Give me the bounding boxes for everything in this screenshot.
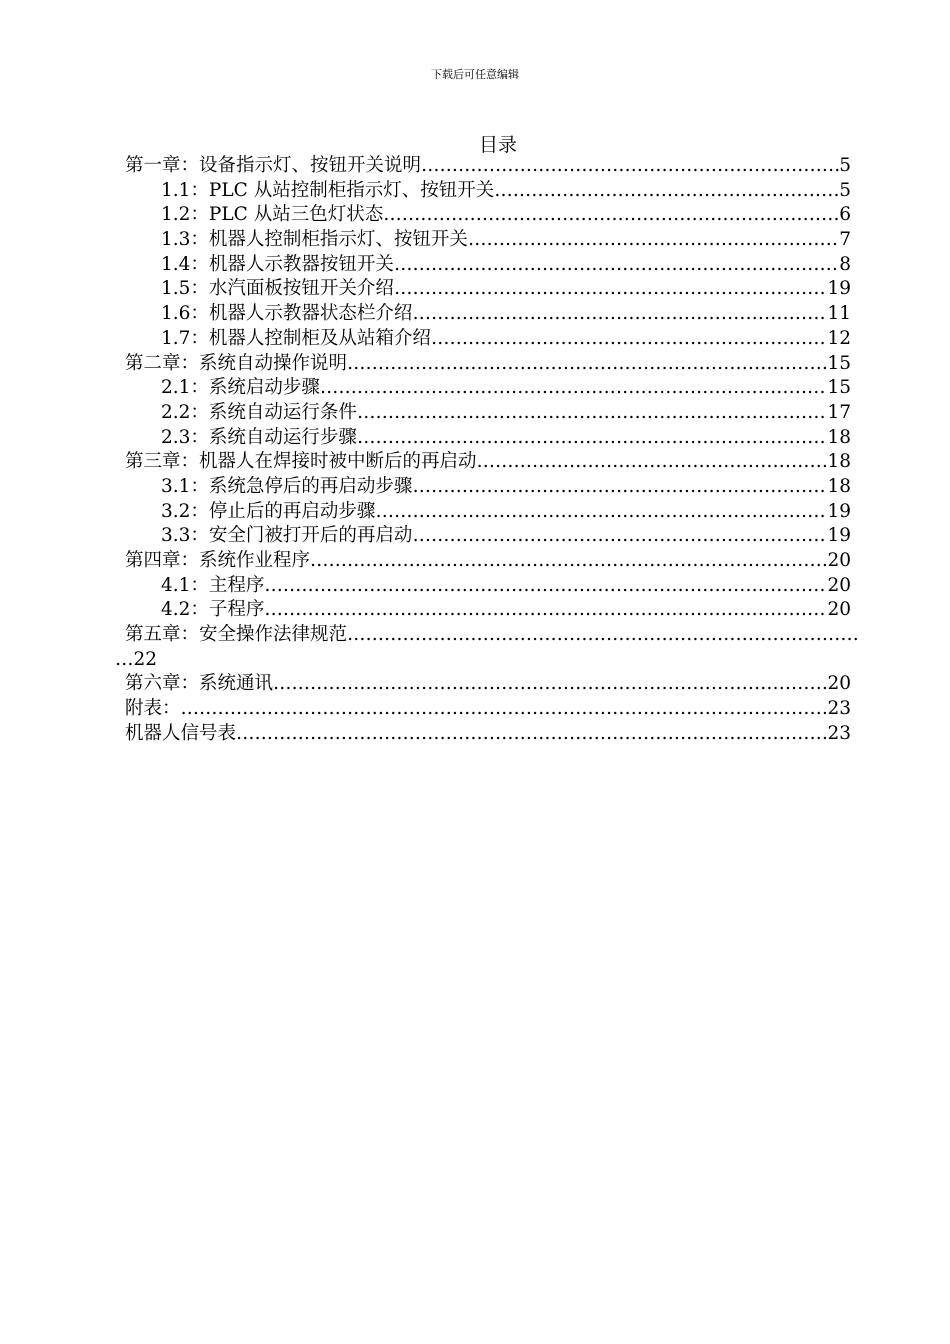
toc-leader-dots: [320, 376, 828, 401]
toc-entry-label: 1.4：机器人示教器按钮开关: [161, 253, 394, 275]
toc-entry[interactable]: [125, 327, 851, 352]
toc-leader-dots: [383, 203, 839, 228]
toc-leader-dots: [264, 598, 827, 623]
toc-entry[interactable]: [125, 450, 851, 475]
toc-entry-label: 3.1：系统急停后的再启动步骤: [161, 475, 413, 497]
toc-entry-label: 2.1：系统启动步骤: [161, 377, 320, 399]
toc-entry[interactable]: [125, 672, 851, 697]
toc-leader-dots: [375, 500, 827, 525]
toc-entry-label: 1.2：PLC 从站三色灯状态: [161, 204, 384, 226]
toc-entry-page: 7: [839, 229, 851, 251]
toc-entry-label: 1.6：机器人示教器状态栏介绍: [161, 303, 413, 325]
toc-entry-label: 第五章：安全操作法律规范: [125, 624, 348, 646]
toc-entry[interactable]: [125, 352, 851, 377]
toc-leader-dots: …: [115, 648, 134, 670]
toc-entry-page: 6: [839, 204, 851, 226]
toc-entry-page: 5: [839, 155, 851, 176]
toc-entry-page: 11: [827, 303, 851, 325]
toc-entry-page: 15: [827, 352, 851, 374]
toc-entry[interactable]: [125, 228, 851, 253]
toc-leader-dots: [273, 672, 827, 697]
toc-leader-dots: [394, 277, 828, 302]
toc-entry-label: 附表：: [125, 698, 181, 720]
toc-entry[interactable]: [125, 376, 851, 401]
toc-entry-page: 19: [827, 278, 851, 300]
toc-entry-page: 20: [827, 599, 851, 621]
toc-entry-label: 机器人信号表: [125, 722, 237, 744]
toc-entry[interactable]: [125, 549, 851, 574]
toc-entry-page: 17: [827, 401, 851, 423]
toc-entry-page: 8: [839, 253, 851, 275]
toc-entry[interactable]: [125, 574, 851, 599]
toc-entry[interactable]: [125, 524, 851, 549]
toc-entry-label: 3.2：停止后的再启动步骤: [161, 500, 376, 522]
toc-entry-page: 5: [839, 179, 851, 201]
toc-entry[interactable]: [125, 722, 851, 747]
toc-entry-page: 18: [827, 426, 851, 448]
toc-entry[interactable]: [125, 154, 851, 179]
toc-entry[interactable]: [115, 623, 851, 672]
toc-entry-page: 20: [827, 574, 851, 596]
toc-entry-label: 第二章：系统自动操作说明: [125, 352, 348, 374]
toc-entry[interactable]: [125, 598, 851, 623]
toc-leader-dots: [412, 475, 827, 500]
toc-leader-dots: [357, 426, 828, 451]
toc-entry-page: 19: [827, 500, 851, 522]
toc-leader-dots: [468, 228, 839, 253]
toc-entry-page: 20: [827, 550, 851, 571]
toc-entry[interactable]: [125, 475, 851, 500]
toc-entry[interactable]: [125, 253, 851, 278]
toc-leader-dots: [412, 524, 827, 549]
toc-entry-label: 4.1：主程序: [161, 574, 265, 596]
toc-entry-page: 23: [827, 722, 851, 744]
toc-entry-label: 2.2：系统自动运行条件: [161, 401, 357, 423]
toc-entry[interactable]: [125, 277, 851, 302]
toc-leader-dots: [347, 352, 827, 377]
toc-entry-label: 1.1：PLC 从站控制柜指示灯、按钮开关: [161, 179, 495, 201]
toc-entry-page: 12: [827, 327, 851, 349]
toc-entry-page: 20: [827, 673, 851, 695]
toc-leader-dots: [431, 327, 828, 352]
toc-entry[interactable]: [125, 179, 851, 204]
table-of-contents: [115, 154, 851, 747]
toc-entry-page: 18: [827, 451, 851, 473]
toc-entry[interactable]: [125, 203, 851, 228]
toc-entry[interactable]: [125, 697, 851, 722]
page-header: 下载后可任意编辑: [431, 68, 519, 81]
toc-leader-dots: [357, 401, 828, 426]
toc-leader-dots: [181, 697, 828, 722]
toc-title: 目录: [478, 134, 517, 156]
toc-entry-label: 1.3：机器人控制柜指示灯、按钮开关: [161, 229, 468, 251]
toc-entry[interactable]: [125, 302, 851, 327]
toc-entry-page: 18: [827, 475, 851, 497]
toc-leader-dots: [477, 450, 828, 475]
toc-leader-dots: [310, 549, 827, 574]
toc-entry[interactable]: [125, 401, 851, 426]
toc-entry-label: 4.2：子程序: [161, 599, 265, 621]
toc-entry[interactable]: [125, 426, 851, 451]
toc-leader-dots: [394, 253, 839, 278]
toc-entry-label: 2.3：系统自动运行步骤: [161, 426, 357, 448]
toc-leader-dots: [494, 179, 839, 204]
toc-entry-label: 1.7：机器人控制柜及从站箱介绍: [161, 327, 431, 349]
toc-leader-dots: [236, 722, 827, 747]
toc-leader-dots: [347, 623, 857, 648]
toc-entry-label: 1.5：水汽面板按钮开关介绍: [161, 278, 394, 300]
toc-entry-label: 第一章：设备指示灯、按钮开关说明: [125, 155, 422, 176]
toc-entry-page: 15: [827, 377, 851, 399]
toc-leader-dots: [264, 574, 827, 599]
toc-entry-page: 23: [827, 698, 851, 720]
toc-entry-page: 22: [133, 648, 158, 670]
toc-leader-dots: [412, 302, 827, 327]
toc-entry-label: 第四章：系统作业程序: [125, 550, 311, 571]
toc-entry-page: 19: [827, 525, 851, 547]
toc-entry-label: 第三章：机器人在焊接时被中断后的再启动: [125, 451, 477, 473]
toc-entry-label: 3.3：安全门被打开后的再启动: [161, 525, 413, 547]
toc-leader-dots: [421, 154, 839, 179]
toc-entry[interactable]: [125, 500, 851, 525]
toc-entry-label: 第六章：系统通讯: [125, 673, 274, 695]
